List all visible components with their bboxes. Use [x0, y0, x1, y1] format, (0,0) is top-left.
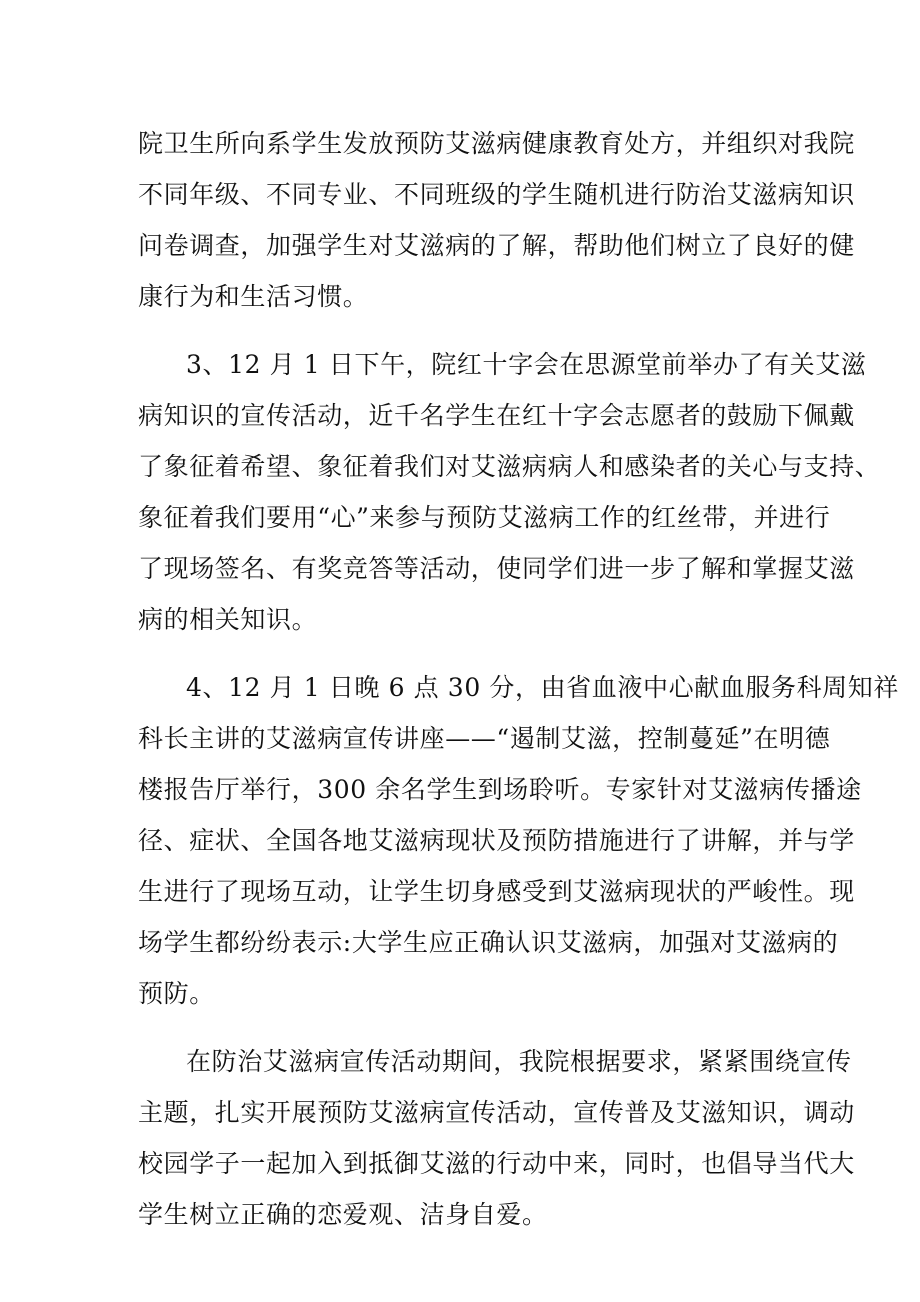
text-line: 科长主讲的艾滋病宣传讲座——“遏制艾滋，控制蔓延”在明德 — [138, 724, 831, 753]
text-line: 在防治艾滋病宣传活动期间，我院根据要求，紧紧围绕宣传 — [186, 1047, 852, 1076]
text-line: 径、症状、全国各地艾滋病现状及预防措施进行了讲解，并与学 — [138, 826, 855, 855]
text-line: 病知识的宣传活动，近千名学生在红十字会志愿者的鼓励下佩戴 — [138, 401, 855, 430]
paragraph-2 — [138, 339, 881, 645]
text-line: 主题，扎实开展预防艾滋病宣传活动，宣传普及艾滋知识，调动 — [138, 1098, 855, 1127]
text-line: 场学生都纷纷表示:大学生应正确认识艾滋病，加强对艾滋病的 — [138, 928, 839, 957]
paragraph-3 — [138, 662, 899, 1019]
text-line: 院卫生所向系学生发放预防艾滋病健康教育处方，并组织对我院 — [138, 129, 855, 158]
text-line: 预防。 — [138, 979, 215, 1008]
text-line: 了象征着希望、象征着我们对艾滋病病人和感染者的关心与支持、 — [138, 452, 881, 481]
text-line: 生进行了现场互动，让学生切身感受到艾滋病现状的严峻性。现 — [138, 877, 855, 906]
text-line: 康行为和生活习惯。 — [138, 282, 369, 311]
text-line: 3、12 月 1 日下午，院红十字会在思源堂前举办了有关艾滋 — [186, 350, 867, 379]
text-line: 不同年级、不同专业、不同班级的学生随机进行防治艾滋病知识 — [138, 180, 855, 209]
document-body — [138, 118, 899, 1240]
text-line: 学生树立正确的恋爱观、洁身自爱。 — [138, 1200, 548, 1229]
text-line: 病的相关知识。 — [138, 605, 318, 634]
text-line: 了现场签名、有奖竞答等活动，使同学们进一步了解和掌握艾滋 — [138, 554, 855, 583]
paragraph-4 — [138, 1036, 855, 1240]
text-line: 象征着我们要用“心”来参与预防艾滋病工作的红丝带，并进行 — [138, 503, 831, 532]
text-line: 校园学子一起加入到抵御艾滋的行动中来，同时，也倡导当代大 — [138, 1149, 855, 1178]
paragraph-1 — [138, 118, 855, 322]
text-line: 问卷调查，加强学生对艾滋病的了解，帮助他们树立了良好的健 — [138, 231, 855, 260]
text-line: 4、12 月 1 日晚 6 点 30 分，由省血液中心献血服务科周知祥 — [186, 673, 899, 702]
text-line: 楼报告厅举行，300 余名学生到场聆听。专家针对艾滋病传播途 — [138, 775, 862, 804]
